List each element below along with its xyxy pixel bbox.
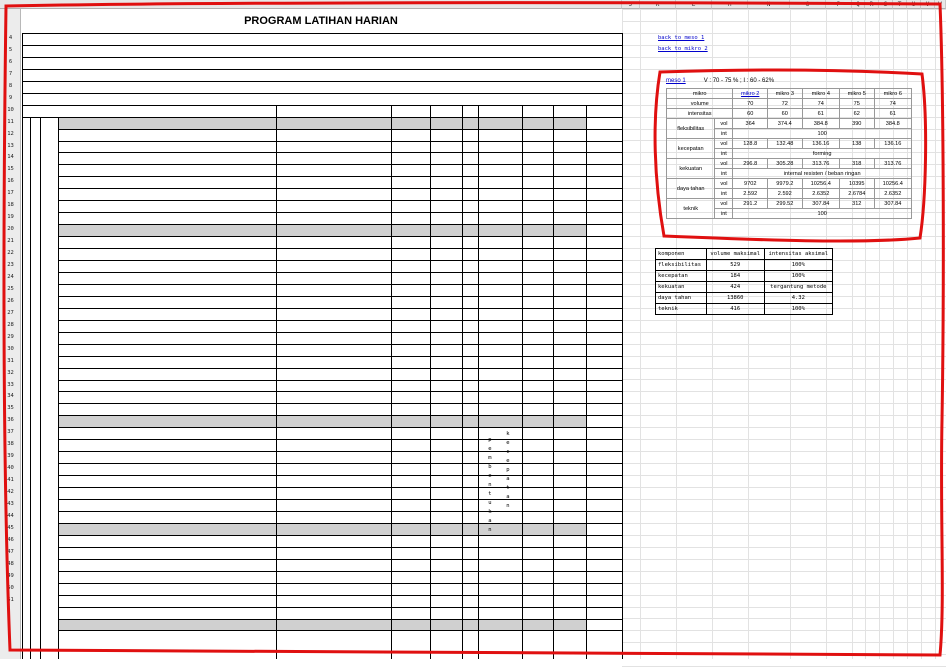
meso-cell: int (715, 169, 733, 179)
gridline-h (622, 618, 946, 619)
summary-row (656, 282, 833, 293)
row-header-bar (0, 9, 21, 659)
back-to-mikro-link[interactable]: back to mikro 2 (658, 46, 708, 52)
row-number[interactable]: 4 (8, 34, 13, 41)
rule (58, 511, 622, 512)
column-header[interactable]: O (790, 0, 826, 9)
meso-cell: 2.6352 (802, 189, 839, 199)
gridline-h (622, 427, 946, 428)
gridline-h (622, 224, 946, 225)
summary-cell: 100% (764, 271, 832, 282)
meso-cell: int (715, 189, 733, 199)
meso-cell: 318 (839, 159, 874, 169)
meso-cell: 305.28 (768, 159, 803, 169)
vertical-letter: c (506, 449, 510, 456)
meso-cell: 10395 (839, 179, 874, 189)
row-number[interactable]: 8 (8, 82, 13, 89)
meso-cell: 9702 (733, 179, 768, 189)
meso-cell: 307.84 (802, 199, 839, 209)
meso-cell: 2.6784 (839, 189, 874, 199)
gridline-h (622, 415, 946, 416)
meso-row (667, 89, 912, 99)
rule (58, 224, 622, 225)
row-number[interactable]: 35 (7, 405, 14, 412)
row-number[interactable]: 11 (7, 118, 14, 125)
rule (22, 33, 622, 34)
rule (58, 260, 622, 261)
column-header[interactable]: S (879, 0, 893, 9)
rule (58, 630, 622, 631)
summary-cell: 100% (764, 304, 832, 315)
row-number[interactable]: 40 (7, 465, 14, 472)
meso-cell: 296.8 (733, 159, 768, 169)
column-header[interactable]: M (712, 0, 748, 9)
meso-label-row (666, 78, 774, 84)
column-header[interactable]: Q (852, 0, 865, 9)
meso-cell: 312 (839, 199, 874, 209)
gridline-h (622, 403, 946, 404)
vertical-letter: e (488, 446, 492, 453)
vertical-letter: m (488, 455, 492, 462)
rule (58, 499, 622, 500)
gridline-h (622, 499, 946, 500)
vertical-letter: p (488, 437, 492, 444)
summary-cell: 416 (706, 304, 764, 315)
meso-row (667, 119, 912, 129)
rule (58, 451, 622, 452)
row-number[interactable]: 26 (7, 297, 14, 304)
meso-cell: 299.52 (768, 199, 803, 209)
gridline-h (622, 535, 946, 536)
meso-group-name: fleksibilitas (667, 119, 715, 139)
rule (58, 248, 622, 249)
back-to-meso-link[interactable]: back to meso 1 (658, 35, 705, 41)
rule (58, 391, 622, 392)
summary-cell: komponen (656, 249, 707, 260)
row-number[interactable]: 44 (7, 512, 14, 519)
column-header[interactable]: P (826, 0, 852, 9)
row-number[interactable]: 6 (8, 58, 13, 65)
meso-row (667, 159, 912, 169)
row-number[interactable]: 43 (7, 501, 14, 507)
rule (58, 356, 622, 357)
meso-cell: 60 (733, 109, 768, 119)
meso-cell: 390 (839, 119, 874, 129)
rule-v (276, 105, 277, 659)
rule (58, 117, 622, 118)
rule (22, 81, 622, 82)
meso-cell: 307.84 (874, 199, 911, 209)
gridline-h (622, 356, 946, 357)
row-number[interactable]: 30 (7, 345, 14, 352)
meso-mikro-header: mikro 6 (874, 89, 911, 99)
column-header[interactable]: J (622, 0, 640, 9)
meso-cell: 128.8 (733, 139, 768, 149)
gridline-h (622, 487, 946, 488)
rule (58, 463, 622, 464)
gridline-h (622, 511, 946, 512)
vertical-letter: t (488, 491, 492, 498)
meso-cell: 61 (802, 109, 839, 119)
rule (58, 380, 622, 381)
row-number[interactable]: 21 (7, 238, 14, 245)
summary-cell: teknik (656, 304, 707, 315)
gridline-h (622, 475, 946, 476)
rule (22, 57, 622, 58)
meso-cell: 132.48 (768, 139, 803, 149)
row-number[interactable]: 15 (7, 166, 14, 173)
meso-cell: 313.76 (874, 159, 911, 169)
meso-cell: int (715, 129, 733, 139)
rule (58, 176, 622, 177)
meso-cell: vol (715, 199, 733, 209)
rule (58, 595, 622, 596)
row-number[interactable]: 37 (7, 429, 14, 436)
row-number[interactable]: 32 (7, 369, 14, 376)
rule-v (30, 117, 31, 659)
rule (58, 320, 622, 321)
gridline-h (622, 332, 946, 333)
row-number[interactable]: 42 (7, 489, 14, 496)
gridline-h (622, 654, 946, 655)
column-header[interactable]: U (907, 0, 921, 9)
rule (58, 427, 622, 428)
rule (58, 152, 622, 153)
row-number[interactable]: 19 (7, 214, 14, 221)
meso-cell: 2.592 (768, 189, 803, 199)
gridline-h (622, 9, 946, 10)
rule-v (586, 105, 587, 659)
meso-cell: 10256.4 (802, 179, 839, 189)
meso-mikro-header: mikro 5 (839, 89, 874, 99)
row-number[interactable]: 36 (7, 417, 14, 424)
rule (58, 344, 622, 345)
meso-cell: vol (715, 179, 733, 189)
gridline-h (622, 523, 946, 524)
row-number[interactable]: 9 (8, 94, 13, 101)
meso-grid (666, 88, 912, 219)
rule (58, 308, 622, 309)
summary-cell: 13860 (706, 293, 764, 304)
meso-cell: vol (715, 119, 733, 129)
row-number[interactable]: 34 (7, 393, 14, 400)
vertical-letter: a (506, 494, 510, 501)
rule (58, 141, 622, 142)
gridline-h (622, 547, 946, 548)
rule (58, 583, 622, 584)
rule (58, 129, 622, 130)
rule-v (22, 33, 23, 659)
gridline-h (622, 642, 946, 643)
meso-cell: 2.6352 (874, 189, 911, 199)
gridline-h (622, 595, 946, 596)
rule (22, 45, 622, 46)
meso-cell: 60 (768, 109, 803, 119)
rule (58, 535, 622, 536)
section-band (58, 415, 586, 427)
meso-cell: 136.16 (802, 139, 839, 149)
row-number[interactable]: 16 (7, 178, 14, 185)
row-number[interactable]: 10 (7, 106, 14, 113)
summary-cell: 529 (706, 260, 764, 271)
row-number[interactable]: 17 (7, 190, 14, 197)
section-band (58, 117, 586, 129)
gridline-v (640, 9, 641, 659)
meso-cell: 74 (802, 99, 839, 109)
summary-row (656, 249, 833, 260)
summary-cell: fleksibilitas (656, 260, 707, 271)
rule (58, 368, 622, 369)
summary-row (656, 293, 833, 304)
column-header[interactable]: L (676, 0, 712, 9)
meso-cell: int (715, 209, 733, 219)
rule (58, 475, 622, 476)
gridline-h (622, 320, 946, 321)
gridline-h (622, 379, 946, 380)
rule (58, 188, 622, 189)
meso-row (667, 139, 912, 149)
row-number[interactable]: 18 (7, 202, 14, 209)
rule (58, 619, 622, 620)
meso-cell: 2.592 (733, 189, 768, 199)
gridline-h (622, 236, 946, 237)
gridline-h (622, 463, 946, 464)
row-number[interactable]: 24 (7, 273, 14, 280)
rule (58, 523, 622, 524)
row-number[interactable]: 45 (7, 524, 14, 531)
row-number[interactable]: 46 (7, 536, 14, 543)
row-number[interactable]: 47 (7, 548, 14, 555)
summary-row (656, 304, 833, 315)
rule-v (462, 105, 463, 659)
gridline-h (622, 33, 946, 34)
column-header[interactable]: V (921, 0, 935, 9)
meso-mikro-header: mikro 3 (768, 89, 803, 99)
meso-row (667, 199, 912, 209)
meso-cell: vol (715, 139, 733, 149)
rule (58, 284, 622, 285)
row-number[interactable]: 29 (7, 333, 14, 340)
row-number[interactable]: 12 (7, 130, 14, 137)
vertical-letter: e (506, 458, 510, 465)
vertical-letter: n (488, 527, 492, 534)
gridline-h (622, 21, 946, 22)
meso-cell: 62 (839, 109, 874, 119)
section-band (58, 619, 586, 631)
meso-cell: 138 (839, 139, 874, 149)
summary-cell: 100% (764, 260, 832, 271)
row-number[interactable]: 13 (7, 142, 14, 149)
meso-row (667, 179, 912, 189)
row-number[interactable]: 48 (7, 560, 14, 567)
rule (22, 93, 622, 94)
column-header[interactable]: T (893, 0, 907, 9)
gridline-h (622, 368, 946, 369)
vertical-letter: u (488, 500, 492, 507)
row-number[interactable]: 28 (7, 321, 14, 328)
meso-cell: 100 (733, 209, 912, 219)
column-header[interactable]: N (748, 0, 790, 9)
meso-cell: 291.2 (733, 199, 768, 209)
meso-cell: 136.16 (874, 139, 911, 149)
rule (58, 415, 622, 416)
meso-cell: forming (733, 149, 912, 159)
rule-v (40, 117, 41, 659)
rule (58, 200, 622, 201)
vertical-letter: t (506, 485, 510, 492)
rule (58, 332, 622, 333)
gridline-v (921, 9, 922, 659)
vertical-letter: b (488, 464, 492, 471)
summary-cell: kekuatan (656, 282, 707, 293)
meso-cell: 313.76 (802, 159, 839, 169)
gridline-h (622, 559, 946, 560)
rule (58, 607, 622, 608)
meso-cell: internal resisten / beban ringan (733, 169, 912, 179)
rule (58, 547, 622, 548)
meso-cell: 74 (874, 99, 911, 109)
meso-mikro-header[interactable]: mikro 2 (733, 89, 768, 99)
row-number[interactable]: 33 (7, 381, 14, 388)
row-number[interactable]: 23 (7, 262, 14, 268)
row-number[interactable]: 20 (7, 226, 14, 233)
summary-row (656, 260, 833, 271)
meso-cell: 10256.4 (874, 179, 911, 189)
section-band (58, 224, 586, 236)
vertical-letter: k (506, 431, 510, 438)
meso-note: V : 70 - 75 % ; I : 60 - 62% (703, 78, 775, 84)
meso-cell: mikro (667, 89, 733, 99)
row-number[interactable]: 38 (7, 441, 14, 448)
gridline-v (935, 9, 936, 659)
row-number[interactable]: 7 (8, 70, 13, 77)
rule (58, 559, 622, 560)
meso-cell: 9979.2 (768, 179, 803, 189)
summary-cell: volume maksimal (706, 249, 764, 260)
rule (22, 69, 622, 70)
column-header[interactable]: W (935, 0, 946, 9)
vertical-letter: e (488, 473, 492, 480)
gridline-h (622, 57, 946, 58)
vertical-letter: p (506, 467, 510, 474)
summary-cell: 184 (706, 271, 764, 282)
page-title: PROGRAM LATIHAN HARIAN (244, 15, 398, 27)
meso-cell: 70 (733, 99, 768, 109)
rule-v (622, 33, 623, 659)
meso-cell: 374.4 (768, 119, 803, 129)
rule (22, 105, 622, 106)
rule-v (430, 105, 431, 659)
rule (58, 403, 622, 404)
rule-v (58, 117, 59, 659)
meso-group-name: kecepatan (667, 139, 715, 159)
rule (58, 236, 622, 237)
meso-cell: 364 (733, 119, 768, 129)
gridline-h (622, 391, 946, 392)
rule (58, 487, 622, 488)
gridline-h (622, 630, 946, 631)
row-number[interactable]: 22 (7, 250, 14, 257)
column-header[interactable]: R (865, 0, 879, 9)
rule (58, 571, 622, 572)
vertical-letter: a (488, 518, 492, 525)
row-number[interactable]: 5 (8, 46, 13, 53)
meso-cell: 384.8 (802, 119, 839, 129)
meso-group-name: teknik (667, 199, 715, 219)
gridline-h (622, 571, 946, 572)
row-number[interactable]: 27 (7, 309, 14, 316)
meso-cell: 61 (874, 109, 911, 119)
row-number[interactable]: 41 (7, 477, 14, 484)
rule-v (522, 105, 523, 659)
summary-row (656, 271, 833, 282)
meso-cell: 100 (733, 129, 912, 139)
vertical-letter: n (488, 482, 492, 489)
row-number[interactable]: 25 (7, 285, 14, 292)
rule-v (391, 105, 392, 659)
meso-group-name: daya tahan (667, 179, 715, 199)
row-number[interactable]: 14 (7, 154, 14, 161)
rule (58, 212, 622, 213)
meso-cell: volume (667, 99, 733, 109)
rule (58, 439, 622, 440)
row-number[interactable]: 49 (7, 572, 14, 579)
vertical-letter: n (506, 503, 510, 510)
summary-cell: 4.32 (764, 293, 832, 304)
rule (58, 272, 622, 273)
row-number[interactable]: 31 (7, 357, 14, 364)
summary-cell: kecepatan (656, 271, 707, 282)
rule-v (553, 105, 554, 659)
row-number[interactable]: 39 (7, 453, 14, 460)
meso-cell: 384.8 (874, 119, 911, 129)
meso-row (667, 99, 912, 109)
meso-group-name: kekuatan (667, 159, 715, 179)
meso-row (667, 109, 912, 119)
gridline-h (622, 439, 946, 440)
gridline-h (622, 607, 946, 608)
summary-grid (655, 248, 833, 315)
rule (58, 296, 622, 297)
meso-cell: 72 (768, 99, 803, 109)
meso-cell: 75 (839, 99, 874, 109)
meso-cell: intensitas (667, 109, 733, 119)
gridline-h (622, 69, 946, 70)
gridline-h (622, 451, 946, 452)
meso-link[interactable]: meso 1 (666, 78, 686, 84)
meso-cell: int (715, 149, 733, 159)
rule (58, 164, 622, 165)
summary-cell: 424 (706, 282, 764, 293)
gridline-h (622, 583, 946, 584)
summary-cell: daya tahan (656, 293, 707, 304)
vertical-letter: e (506, 440, 510, 447)
column-header-left (0, 0, 622, 9)
meso-cell: vol (715, 159, 733, 169)
rule-v (478, 105, 479, 659)
row-number[interactable]: 51 (7, 596, 14, 603)
vertical-letter: k (488, 509, 492, 516)
vertical-letter: a (506, 476, 510, 483)
summary-cell: tergantung metode (764, 282, 832, 293)
meso-mikro-header: mikro 4 (802, 89, 839, 99)
gridline-h (622, 344, 946, 345)
column-header[interactable]: K (640, 0, 676, 9)
row-number[interactable]: 50 (7, 584, 14, 591)
section-band (58, 523, 586, 535)
summary-cell: intensitas aksimal (764, 249, 832, 260)
